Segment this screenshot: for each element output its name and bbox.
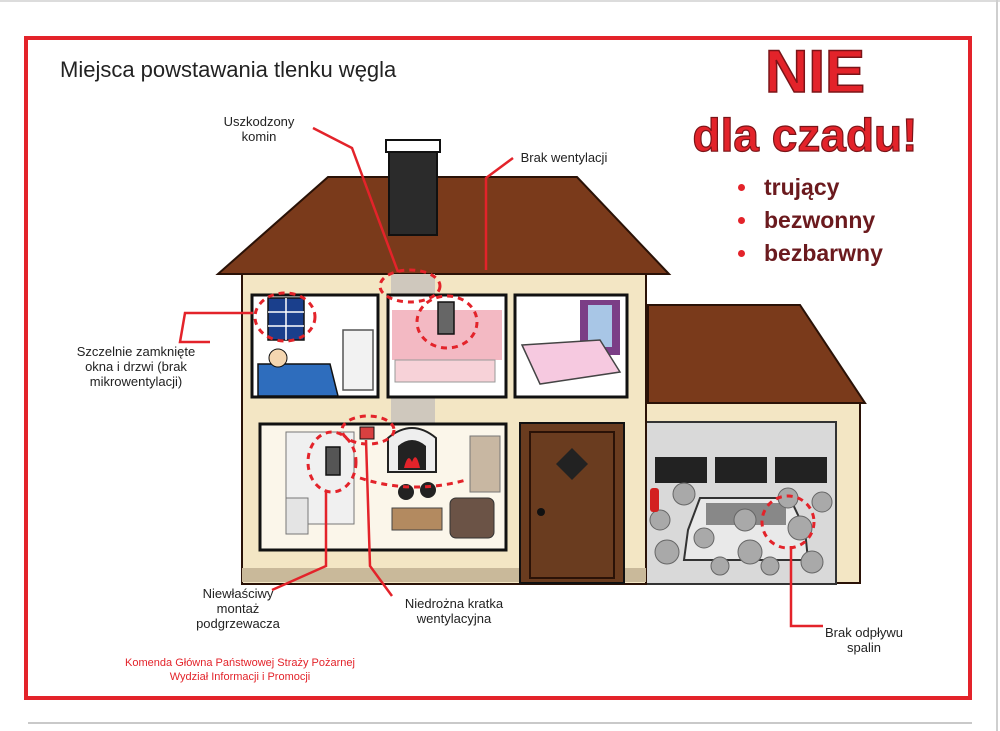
property-item: bezwonny — [736, 207, 883, 240]
chimney-cap — [386, 140, 440, 152]
bedroom-radiator — [343, 330, 373, 390]
bookshelf — [470, 436, 500, 492]
credit-text: Komenda Główna Państwowej Straży Pożarnej Wydział Informacji i Promocji — [125, 657, 355, 683]
bathroom-water-heater — [438, 302, 454, 334]
bathtub — [395, 360, 495, 382]
callout-chimney: Uszkodzony komin — [223, 114, 295, 144]
chimney-flue-lower — [391, 398, 435, 424]
garage-roof — [648, 305, 865, 403]
garage-window — [655, 457, 707, 483]
kitchen-radiator — [286, 498, 308, 534]
headline-dla-czadu: dla czadu! — [692, 109, 918, 161]
headline-nie: NIE — [764, 38, 866, 105]
callout-heater: Niewłaściwy montaż podgrzewacza — [196, 586, 280, 631]
house-roof — [218, 177, 669, 274]
property-item: trujący — [736, 174, 883, 207]
door-knob — [537, 508, 545, 516]
callout-exhaust: Brak odpływu spalin — [824, 625, 904, 655]
kitchen-water-heater — [326, 447, 340, 475]
callout-grille: Niedrożna kratka wentylacyjna — [404, 596, 504, 626]
property-item: bezbarwny — [736, 240, 883, 273]
armchair — [450, 498, 494, 538]
fire-extinguisher-icon — [650, 488, 659, 512]
ventilation-grille — [360, 427, 374, 439]
poster-title: Miejsca powstawania tlenku węgla — [60, 57, 397, 82]
garage-window — [775, 457, 827, 483]
coffee-table — [392, 508, 442, 530]
callout-windows: Szczelnie zamknięte okna i drzwi (brak mikrowentylacji) — [76, 344, 196, 389]
bed-with-person — [258, 364, 338, 396]
garage-window — [715, 457, 767, 483]
chimney — [389, 140, 437, 235]
bottom-rule — [28, 722, 972, 724]
front-door — [520, 423, 624, 583]
callout-ventilation: Brak wentylacji — [520, 150, 608, 165]
